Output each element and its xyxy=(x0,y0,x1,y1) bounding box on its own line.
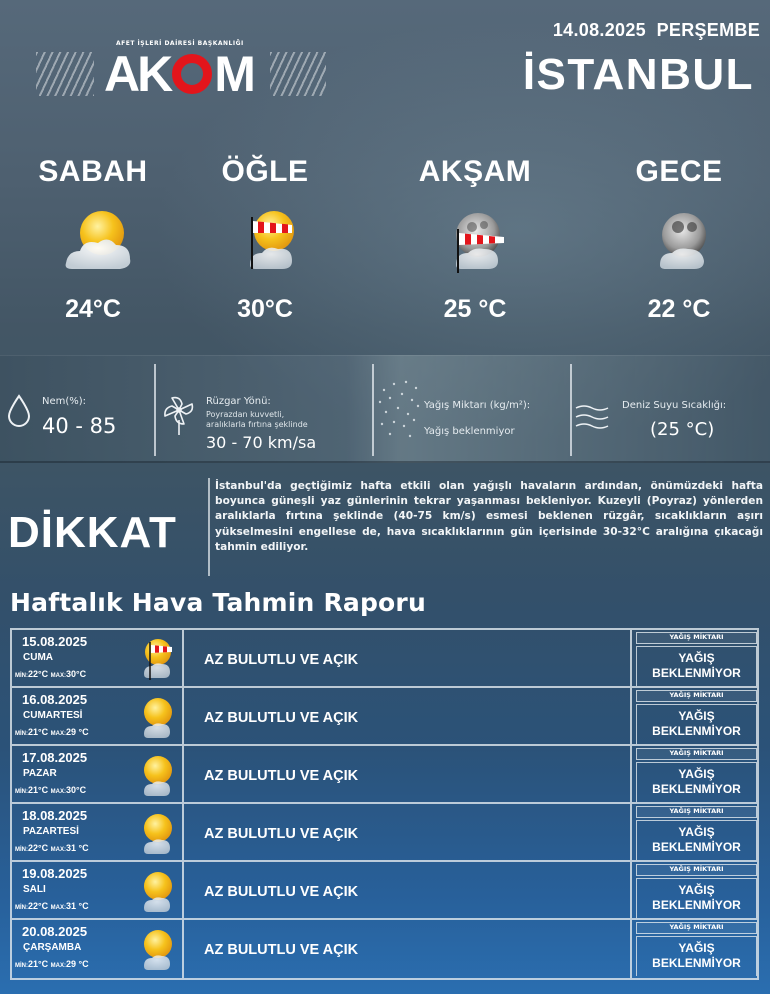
weekly-forecast-table xyxy=(10,628,759,980)
max-temp: 29 °C xyxy=(65,959,89,969)
period-temp: 22 °C xyxy=(647,295,711,323)
logo-subtitle: AFET İŞLERİ DAİRESİ BAŞKANLIĞI xyxy=(116,40,244,47)
max-label: MAX: xyxy=(50,963,66,969)
min-temp: 21°C xyxy=(28,727,49,737)
precip-line-1: YAĞIŞ xyxy=(678,651,715,665)
alert-title: DİKKAT xyxy=(8,508,177,557)
forecast-description: AZ BULUTLU VE AÇIK xyxy=(204,826,359,842)
sun-cloud-windsock-icon xyxy=(230,207,310,277)
min-label: MİN: xyxy=(15,789,28,795)
partly-cloudy-sun-icon xyxy=(58,207,138,277)
logo-text-ak: AK xyxy=(104,46,171,102)
date-value: 14.08.2025 xyxy=(552,20,646,40)
precip-cell xyxy=(636,746,757,802)
forecast-date: 20.08.2025 xyxy=(22,924,88,939)
max-temp: 30°C xyxy=(65,669,87,679)
precip-line-1: YAĞIŞ xyxy=(678,709,715,723)
info-strip xyxy=(0,355,770,463)
precip-cell xyxy=(636,862,757,918)
alert-text: İstanbul'da geçtiğimiz hafta etkili olan yağışlı havaların ardından, önümüzdeki hafta boyunca güneşli yaz günlerinin tekrar yaşanması bekleniyor. Kuzeyli (Poyraz) yönlerden aralıklarla fırtına şeklinde (40-75 km/s) esmesi beklenen rüzgâr, sıcaklıkların aşırı yükselmesini engellese de, hava sıcaklıklarının gün içerisinde 30-32°C aralığına çıkacağı tahmin ediliyor. xyxy=(215,480,763,553)
min-label: MİN: xyxy=(15,731,28,737)
weekday-value: PERŞEMBE xyxy=(656,20,760,40)
forecast-description: AZ BULUTLU VE AÇIK xyxy=(204,768,359,784)
period-name: SABAH xyxy=(38,155,148,188)
period-ogle xyxy=(190,155,340,323)
day-cell xyxy=(12,920,184,978)
precip-line-2: BEKLENMİYOR xyxy=(652,666,741,680)
precip-line-2: BEKLENMİYOR xyxy=(652,956,741,970)
min-temp: 21°C xyxy=(28,785,49,795)
description-cell xyxy=(186,804,632,860)
period-temp: 25 °C xyxy=(443,295,507,323)
period-temp: 30°C xyxy=(237,295,293,323)
period-name: AKŞAM xyxy=(418,155,532,188)
min-label: MİN: xyxy=(15,847,28,853)
logo-red-ring-icon xyxy=(172,54,212,94)
day-cell xyxy=(12,804,184,860)
forecast-date: 15.08.2025 xyxy=(22,634,88,649)
forecast-row xyxy=(12,920,757,978)
pinwheel-icon xyxy=(162,394,196,436)
forecast-date: 19.08.2025 xyxy=(22,866,88,881)
precip-cell xyxy=(636,804,757,860)
forecast-description: AZ BULUTLU VE AÇIK xyxy=(204,884,359,900)
period-name: GECE xyxy=(635,155,723,188)
logo-stripes-right xyxy=(270,52,326,96)
forecast-row xyxy=(12,746,757,804)
precip-line-1: YAĞIŞ xyxy=(678,767,715,781)
precip-header: YAĞIŞ MİKTARI xyxy=(636,922,757,934)
min-temp: 22°C xyxy=(28,669,49,679)
precip-line-2: BEKLENMİYOR xyxy=(652,724,741,738)
forecast-weekday: PAZAR xyxy=(23,768,57,779)
precip-value xyxy=(636,820,757,860)
wind-detail-2: aralıklarla fırtına şeklinde xyxy=(206,420,308,429)
precip-line-2: BEKLENMİYOR xyxy=(652,782,741,796)
max-label: MAX: xyxy=(50,905,66,911)
sun-cloud-icon xyxy=(136,810,176,858)
description-cell xyxy=(186,746,632,802)
precip-value xyxy=(636,646,757,686)
description-cell xyxy=(186,630,632,686)
humidity-label: Nem(%): xyxy=(42,396,87,407)
forecast-date: 18.08.2025 xyxy=(22,808,88,823)
moon-cloud-icon xyxy=(644,207,724,277)
period-name: ÖĞLE xyxy=(221,155,309,188)
min-label: MİN: xyxy=(15,963,28,969)
precip-value: Yağış beklenmiyor xyxy=(424,426,515,437)
forecast-min-max xyxy=(15,669,86,679)
forecast-min-max xyxy=(15,901,89,911)
precip-value xyxy=(636,936,757,976)
forecast-description: AZ BULUTLU VE AÇIK xyxy=(204,942,359,958)
forecast-row xyxy=(12,630,757,688)
max-label: MAX: xyxy=(50,673,66,679)
description-cell xyxy=(186,862,632,918)
precip-value xyxy=(636,704,757,744)
rain-drops-icon xyxy=(376,376,424,442)
sun-cloud-icon xyxy=(136,694,176,742)
sun-cloud-icon xyxy=(136,868,176,916)
forecast-weekday: CUMA xyxy=(23,652,53,663)
water-drop-icon xyxy=(6,394,32,428)
divider xyxy=(154,364,156,456)
precip-line-2: BEKLENMİYOR xyxy=(652,840,741,854)
forecast-weekday: SALI xyxy=(23,884,46,895)
day-cell xyxy=(12,688,184,744)
logo-stripes-left xyxy=(36,52,94,96)
max-label: MAX: xyxy=(50,731,66,737)
report-date xyxy=(553,20,760,41)
weekly-forecast-title: Haftalık Hava Tahmin Raporu xyxy=(10,588,426,617)
precip-label: Yağış Miktarı (kg/m²): xyxy=(424,400,531,411)
precip-line-1: YAĞIŞ xyxy=(678,825,715,839)
precip-cell xyxy=(636,630,757,686)
description-cell xyxy=(186,920,632,978)
period-gece xyxy=(604,155,754,323)
day-cell xyxy=(12,862,184,918)
max-temp: 29 °C xyxy=(65,727,89,737)
sun-cloud-icon xyxy=(136,926,176,974)
period-aksam xyxy=(400,155,550,323)
sun-cloud-windsock-icon xyxy=(136,636,176,684)
min-temp: 21°C xyxy=(28,959,49,969)
forecast-date: 16.08.2025 xyxy=(22,692,88,707)
max-temp: 31 °C xyxy=(65,843,89,853)
humidity-value: 40 - 85 xyxy=(42,414,117,438)
day-cell xyxy=(12,746,184,802)
sun-cloud-icon xyxy=(136,752,176,800)
min-temp: 22°C xyxy=(28,901,49,911)
min-temp: 22°C xyxy=(28,843,49,853)
sea-temp-value: (25 °C) xyxy=(650,419,715,440)
alert-divider xyxy=(208,478,210,576)
period-sabah xyxy=(18,155,168,323)
forecast-min-max xyxy=(15,727,89,737)
precip-header: YAĞIŞ MİKTARI xyxy=(636,632,757,644)
logo-text-m: M xyxy=(214,46,253,102)
precip-header: YAĞIŞ MİKTARI xyxy=(636,806,757,818)
sea-temp-label: Deniz Suyu Sıcaklığı: xyxy=(622,400,727,411)
forecast-min-max xyxy=(15,785,86,795)
precip-value xyxy=(636,762,757,802)
min-label: MİN: xyxy=(15,905,28,911)
precip-header: YAĞIŞ MİKTARI xyxy=(636,690,757,702)
forecast-weekday: CUMARTESİ xyxy=(23,710,83,721)
day-cell xyxy=(12,630,184,686)
divider xyxy=(570,364,572,456)
logo-wordmark xyxy=(104,48,253,100)
precip-line-1: YAĞIŞ xyxy=(678,883,715,897)
wind-detail-1: Poyrazdan kuvvetli, xyxy=(206,410,285,419)
description-cell xyxy=(186,688,632,744)
divider xyxy=(372,364,374,456)
max-temp: 31 °C xyxy=(65,901,89,911)
precip-value xyxy=(636,878,757,918)
forecast-min-max xyxy=(15,959,89,969)
forecast-min-max xyxy=(15,843,89,853)
forecast-date: 17.08.2025 xyxy=(22,750,88,765)
max-temp: 30°C xyxy=(65,785,87,795)
precip-line-2: BEKLENMİYOR xyxy=(652,898,741,912)
forecast-row xyxy=(12,688,757,746)
precip-cell xyxy=(636,920,757,978)
akom-logo xyxy=(36,38,326,100)
wind-label: Rüzgar Yönü: xyxy=(206,396,271,407)
forecast-weekday: PAZARTESİ xyxy=(23,826,79,837)
forecast-weekday: ÇARŞAMBA xyxy=(23,942,82,953)
precip-line-1: YAĞIŞ xyxy=(678,941,715,955)
forecast-row xyxy=(12,862,757,920)
max-label: MAX: xyxy=(50,789,66,795)
min-label: MİN: xyxy=(15,673,28,679)
precip-cell xyxy=(636,688,757,744)
forecast-row xyxy=(12,804,757,862)
waves-icon xyxy=(574,402,610,432)
city-title: İSTANBUL xyxy=(522,50,754,99)
max-label: MAX: xyxy=(50,847,66,853)
moon-cloud-windsock-icon xyxy=(440,207,520,277)
forecast-description: AZ BULUTLU VE AÇIK xyxy=(204,652,359,668)
forecast-description: AZ BULUTLU VE AÇIK xyxy=(204,710,359,726)
precip-header: YAĞIŞ MİKTARI xyxy=(636,864,757,876)
wind-value: 30 - 70 km/sa xyxy=(206,433,317,452)
period-temp: 24°C xyxy=(65,295,121,323)
precip-header: YAĞIŞ MİKTARI xyxy=(636,748,757,760)
